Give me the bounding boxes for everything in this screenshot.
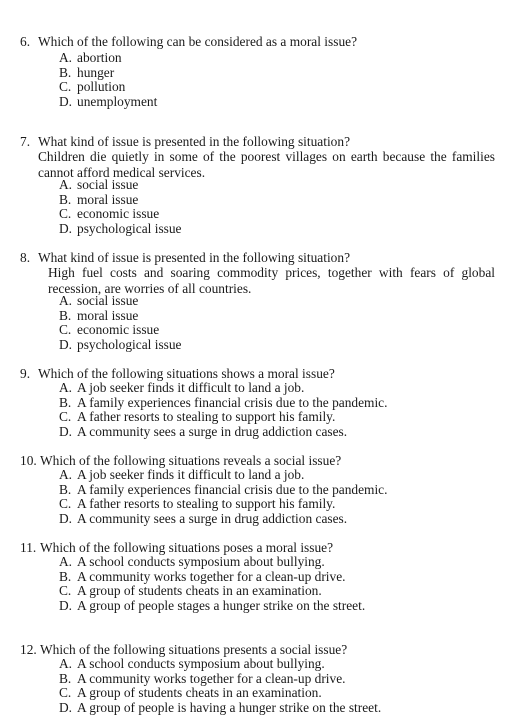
question-number: 10. (20, 453, 37, 468)
option-c[interactable] (59, 410, 387, 425)
option-b[interactable] (59, 193, 182, 208)
option-letter: D. (59, 699, 73, 715)
option-letter: A. (59, 554, 73, 569)
option-a[interactable] (59, 381, 387, 396)
option-letter: D. (59, 93, 73, 109)
answer-options (59, 468, 387, 526)
option-c[interactable] (59, 80, 157, 95)
option-a[interactable] (59, 51, 157, 66)
option-d[interactable] (59, 95, 157, 110)
option-text: moral issue (77, 191, 139, 207)
option-letter: C. (59, 409, 72, 424)
option-text: psychological issue (77, 220, 182, 236)
option-letter: A. (59, 656, 73, 671)
option-text: A group of people stages a hunger strike on the street. (77, 597, 366, 613)
option-letter: D. (59, 510, 73, 526)
option-b[interactable] (59, 570, 365, 585)
question-stem (20, 34, 357, 50)
option-letter: C. (59, 322, 72, 337)
option-d[interactable] (59, 425, 387, 440)
option-text: A family experiences financial crisis due to the pandemic. (77, 394, 388, 410)
question-number: 6. (20, 34, 31, 49)
option-letter: A. (59, 380, 73, 395)
option-b[interactable] (59, 309, 182, 324)
option-d[interactable] (59, 222, 182, 237)
option-letter: D. (59, 597, 73, 613)
option-letter: B. (59, 307, 72, 323)
answer-options (59, 381, 387, 439)
question-text: Which of the following situations poses a moral issue? (40, 540, 334, 555)
option-b[interactable] (59, 396, 387, 411)
option-text: A community sees a surge in drug addiction cases. (77, 423, 348, 439)
option-d[interactable] (59, 338, 182, 353)
option-d[interactable] (59, 599, 365, 614)
option-letter: B. (59, 394, 72, 410)
question-stem (20, 250, 350, 266)
option-text: A school conducts symposium about bullying. (77, 554, 325, 569)
option-d[interactable] (59, 701, 381, 716)
question-text: Which of the following situations presents a social issue? (40, 642, 348, 657)
option-text: pollution (77, 79, 126, 94)
option-text: A community sees a surge in drug addiction cases. (77, 510, 348, 526)
question-number: 12. (20, 642, 37, 657)
option-text: A school conducts symposium about bullying. (77, 656, 325, 671)
option-text: social issue (77, 293, 139, 308)
option-letter: A. (59, 293, 73, 308)
question-text: Which of the following situations reveals a social issue? (40, 453, 342, 468)
situation-text: Children die quietly in some of the poorest villages on earth because the families cannot afford medical services. (38, 149, 495, 180)
option-a[interactable] (59, 657, 381, 672)
option-letter: D. (59, 423, 73, 439)
answer-options (59, 555, 365, 613)
option-a[interactable] (59, 178, 182, 193)
option-text: A family experiences financial crisis due to the pandemic. (77, 481, 388, 497)
option-text: A group of people is having a hunger strike on the street. (77, 699, 382, 715)
answer-options (59, 51, 157, 109)
option-c[interactable] (59, 323, 182, 338)
option-text: economic issue (77, 206, 160, 221)
option-text: moral issue (77, 307, 139, 323)
option-text: psychological issue (77, 336, 182, 352)
question-number: 8. (20, 250, 31, 265)
option-b[interactable] (59, 66, 157, 81)
option-c[interactable] (59, 686, 381, 701)
question-text: What kind of issue is presented in the following situation? (38, 134, 351, 149)
option-text: economic issue (77, 322, 160, 337)
answer-options (59, 178, 182, 236)
option-b[interactable] (59, 672, 381, 687)
option-a[interactable] (59, 468, 387, 483)
option-text: A job seeker finds it difficult to land a job. (77, 380, 305, 395)
option-letter: A. (59, 177, 73, 192)
option-letter: B. (59, 670, 72, 686)
option-letter: B. (59, 191, 72, 207)
option-c[interactable] (59, 207, 182, 222)
option-a[interactable] (59, 294, 182, 309)
question-number: 11. (20, 540, 37, 555)
answer-options (59, 657, 381, 715)
option-c[interactable] (59, 497, 387, 512)
option-c[interactable] (59, 584, 365, 599)
option-text: A father resorts to stealing to support his family. (77, 409, 336, 424)
situation-text: High fuel costs and soaring commodity prices, together with fears of global recession, are worries of all countries. (48, 265, 495, 296)
question-text: Which of the following situations shows a moral issue? (38, 366, 335, 381)
option-letter: C. (59, 685, 72, 700)
option-text: A group of students cheats in an examination. (77, 583, 322, 598)
option-letter: B. (59, 568, 72, 584)
option-text: abortion (77, 50, 122, 65)
option-letter: C. (59, 496, 72, 511)
option-letter: C. (59, 206, 72, 221)
option-text: A job seeker finds it difficult to land a job. (77, 467, 305, 482)
option-letter: A. (59, 467, 73, 482)
option-letter: D. (59, 220, 73, 236)
option-letter: D. (59, 336, 73, 352)
option-a[interactable] (59, 555, 365, 570)
option-text: A community works together for a clean-up drive. (77, 670, 346, 686)
option-text: hunger (77, 64, 115, 80)
option-letter: C. (59, 79, 72, 94)
question-number: 7. (20, 134, 31, 149)
option-letter: B. (59, 481, 72, 497)
question-text: What kind of issue is presented in the following situation? (38, 250, 351, 265)
question-number: 9. (20, 366, 31, 381)
option-text: social issue (77, 177, 139, 192)
question-stem (20, 134, 350, 150)
question-text: Which of the following can be considered as a moral issue? (38, 34, 358, 49)
option-text: A community works together for a clean-up drive. (77, 568, 346, 584)
option-letter: A. (59, 50, 73, 65)
option-letter: B. (59, 64, 72, 80)
option-b[interactable] (59, 483, 387, 498)
option-d[interactable] (59, 512, 387, 527)
option-text: unemployment (77, 93, 158, 109)
answer-options (59, 294, 182, 352)
option-text: A father resorts to stealing to support his family. (77, 496, 336, 511)
option-text: A group of students cheats in an examination. (77, 685, 322, 700)
option-letter: C. (59, 583, 72, 598)
